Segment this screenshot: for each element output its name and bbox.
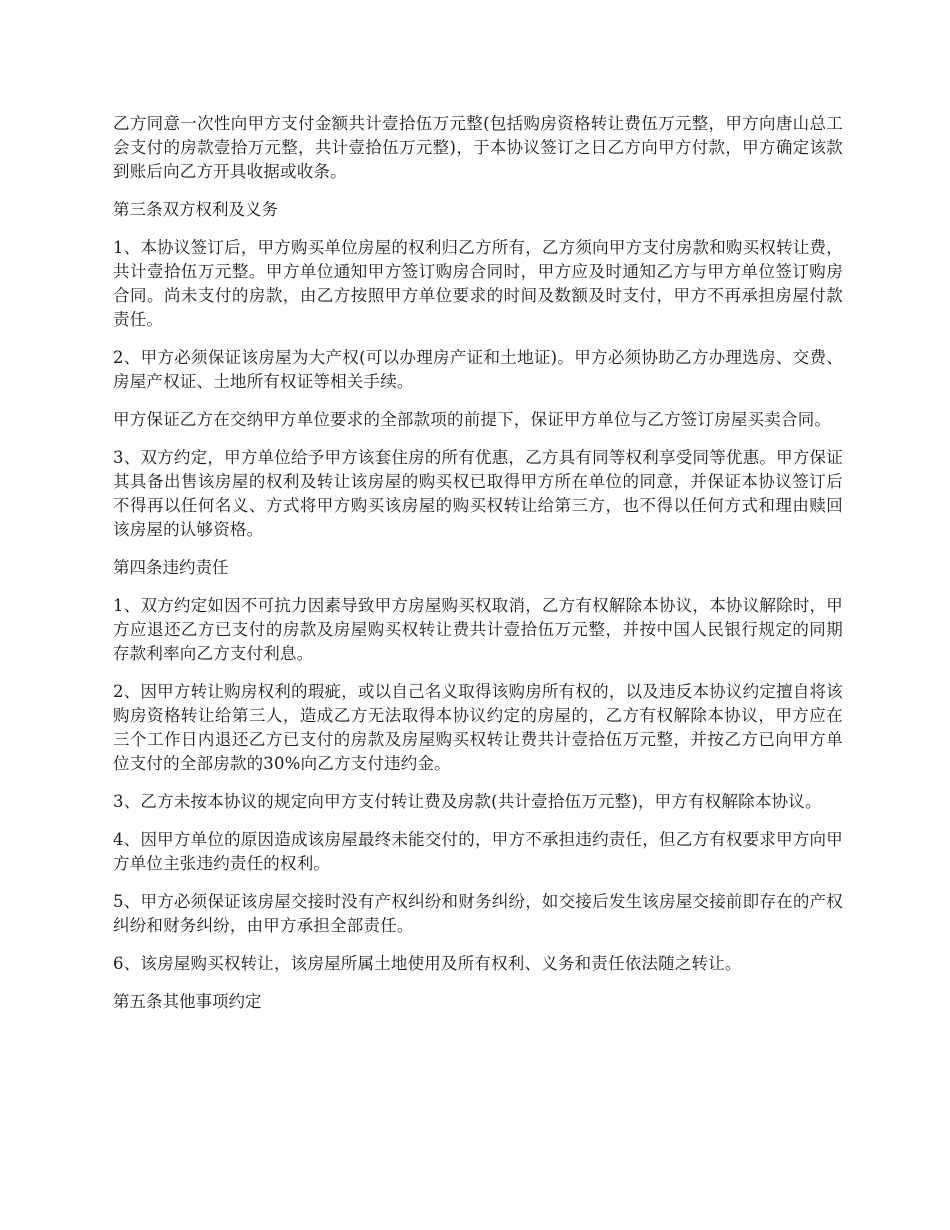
paragraph-article-4-item-5: 5、甲方必须保证该房屋交接时没有产权纠纷和财务纠纷，如交接后发生该房屋交接前即存在的产权纠纷和财务纠纷，由甲方承担全部责任。 <box>113 892 843 935</box>
heading-article-5: 第五条其他事项约定 <box>113 992 262 1011</box>
paragraph-article-3-item-3: 3、双方约定，甲方单位给予甲方该套住房的所有优惠，乙方具有同等权利享受同等优惠。甲方保证其具备出售该房屋的权利及转让该房屋的购买权已取得甲方所在单位的同意，并保证本协议签订后不得再以任何名义、方式将甲方购买该房屋的购买权转让给第三方，也不得以任何方式和理由赎回该房屋的认够资格。 <box>113 448 843 539</box>
heading-article-4: 第四条违约责任 <box>113 558 229 577</box>
paragraph-article-4-item-4: 4、因甲方单位的原因造成该房屋最终未能交付的，甲方不承担违约责任，但乙方有权要求甲方向甲方单位主张违约责任的权利。 <box>113 830 843 873</box>
paragraph-article-4-item-6: 6、该房屋购买权转让，该房屋所属土地使用及所有权利、义务和责任依法随之转让。 <box>113 954 742 973</box>
paragraph-article-4-item-3: 3、乙方未按本协议的规定向甲方支付转让费及房款(共计壹拾伍万元整)，甲方有权解除本协议。 <box>113 792 822 811</box>
paragraph-article-3-item-1: 1、本协议签订后，甲方购买单位房屋的权利归乙方所有，乙方须向甲方支付房款和购买权转让费，共计壹拾伍万元整。甲方单位通知甲方签订购房合同时，甲方应及时通知乙方与甲方单位签订购房合同。尚未支付的房款，由乙方按照甲方单位要求的时间及数额及时支付，甲方不再承担房屋付款责任。 <box>113 238 843 329</box>
heading-article-3: 第三条双方权利及义务 <box>113 200 278 219</box>
paragraph-article-3-guarantee: 甲方保证乙方在交纳甲方单位要求的全部款项的前提下，保证甲方单位与乙方签订房屋买卖合同。 <box>113 410 832 429</box>
paragraph-payment: 乙方同意一次性向甲方支付金额共计壹拾伍万元整(包括购房资格转让费伍万元整，甲方向唐山总工会支付的房款壹拾万元整，共计壹拾伍万元整)，于本协议签订之日乙方向甲方付款，甲方确定该款到账后向乙方开具收据或收条。 <box>113 114 843 181</box>
paragraph-article-4-item-2: 2、因甲方转让购房权利的瑕疵，或以自己名义取得该购房所有权的，以及违反本协议约定擅自将该购房资格转让给第三人，造成乙方无法取得本协议约定的房屋的，乙方有权解除本协议，甲方应在三个工作日内退还乙方已支付的房款及房屋购买权转让费共计壹拾伍万元整，并按乙方已向甲方单位支付的全部房款的30%向乙方支付违约金。 <box>113 682 843 773</box>
paragraph-article-3-item-2: 2、甲方必须保证该房屋为大产权(可以办理房产证和土地证)。甲方必须协助乙方办理选房、交费、房屋产权证、土地所有权证等相关手续。 <box>113 348 843 391</box>
paragraph-article-4-item-1: 1、双方约定如因不可抗力因素导致甲方房屋购买权取消，乙方有权解除本协议，本协议解除时，甲方应退还乙方已支付的房款及房屋购买权转让费共计壹拾伍万元整，并按中国人民银行规定的同期存款利率向乙方支付利息。 <box>113 596 843 663</box>
document-body <box>113 112 843 1028</box>
